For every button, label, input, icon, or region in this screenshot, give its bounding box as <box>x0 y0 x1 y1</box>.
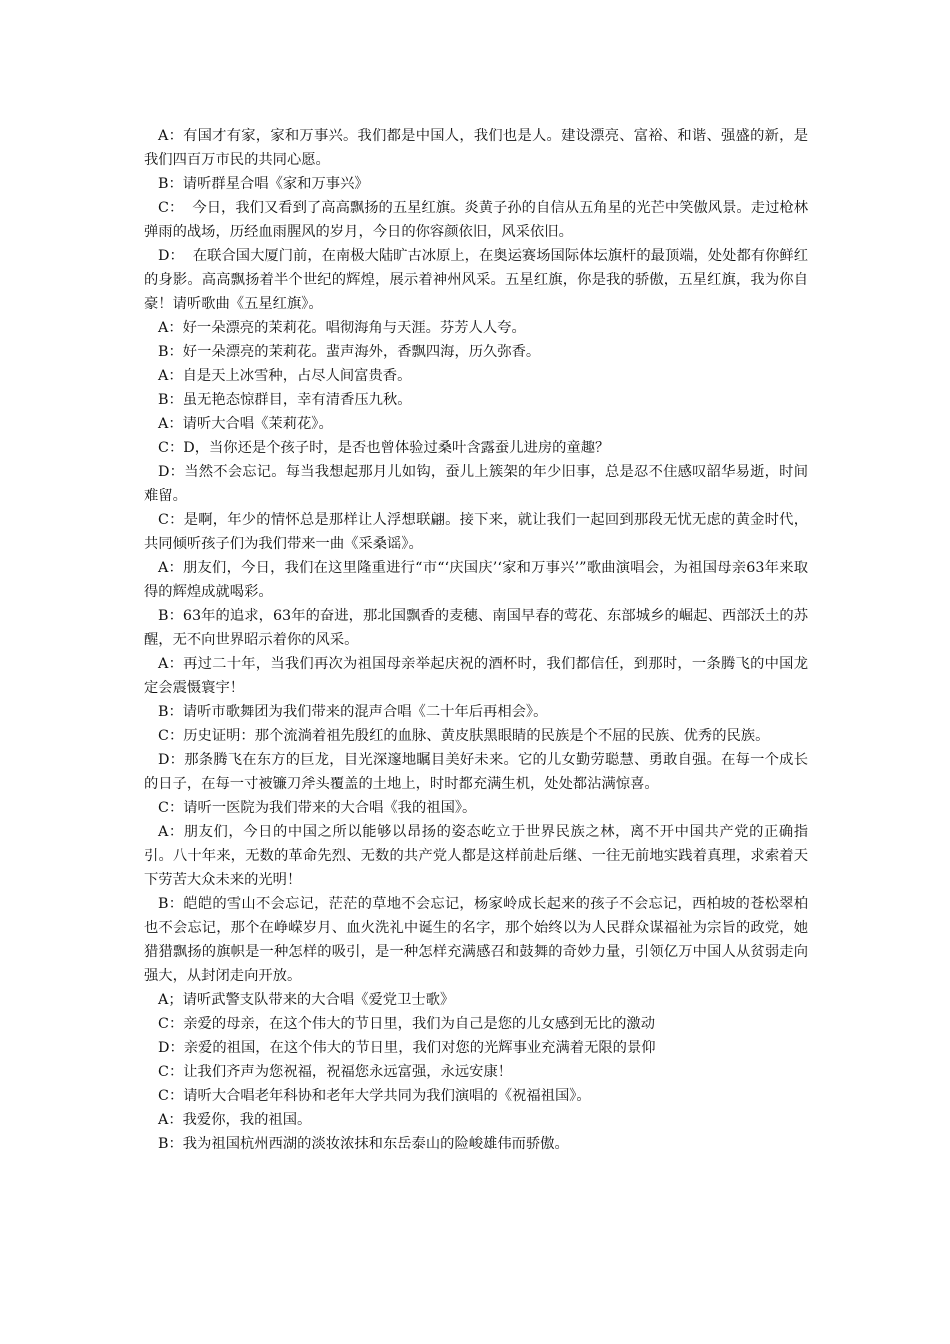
paragraph: A：有国才有家，家和万事兴。我们都是中国人，我们也是人。建设漂亮、富裕、和谐、强盛的新，是我们四百万市民的共同心愿。 <box>144 128 808 168</box>
paragraph: C： 今日，我们又看到了高高飘扬的五星红旗。炎黄子孙的自信从五角星的光芒中笑傲风景。走过枪林弹雨的战场，历经血雨腥风的岁月，今日的你容颜依旧，风采依旧。 <box>144 200 808 240</box>
paragraph: B：好一朵漂亮的茉莉花。蜚声海外，香飘四海，历久弥香。 <box>158 344 541 360</box>
paragraph: A：好一朵漂亮的茉莉花。唱彻海角与天涯。芬芳人人夸。 <box>158 320 526 336</box>
paragraph: C：是啊，年少的情怀总是那样让人浮想联翩。接下来，就让我们一起回到那段无忧无虑的黄金时代，共同倾听孩子们为我们带来一曲《采桑谣》。 <box>144 512 808 552</box>
document-page <box>144 124 808 1156</box>
paragraph: B：请听市歌舞团为我们带来的混声合唱《二十年后再相会》。 <box>158 704 548 720</box>
paragraph: D： 在联合国大厦门前，在南极大陆旷古冰原上，在奥运赛场国际体坛旗杆的最顶端，处处都有你鲜红的身影。高高飘扬着半个世纪的辉煌，展示着神州风采。五星红旗，你是我的骄傲，五星红旗，我为你自豪！请听歌曲《五星红旗》。 <box>144 248 808 312</box>
paragraph: D：亲爱的祖国，在这个伟大的节日里，我们对您的光辉事业充满着无限的景仰 <box>158 1040 656 1056</box>
paragraph: C：请听一医院为我们带来的大合唱《我的祖国》。 <box>158 800 477 816</box>
paragraph: C：历史证明：那个流淌着祖先殷红的血脉、黄皮肤黑眼睛的民族是个不屈的民族、优秀的民族。 <box>158 728 770 744</box>
paragraph: A：自是天上冰雪种，占尽人间富贵香。 <box>158 368 412 384</box>
paragraph: A：请听大合唱《茉莉花》。 <box>158 416 333 432</box>
paragraph: B：皑皑的雪山不会忘记，茫茫的草地不会忘记，杨家岭成长起来的孩子不会忘记，西柏坡的苍松翠柏也不会忘记，那个在峥嵘岁月、血火洗礼中诞生的名字，那个始终以为人民群众谋福祉为宗旨的政党，她猎猎飘扬的旗帜是一种怎样的吸引，是一种怎样充满感召和鼓舞的奇妙力量，引领亿万中国人从贫弱走向强大，从封闭走向开放。 <box>144 896 808 984</box>
paragraph: A；请听武警支队带来的大合唱《爱党卫士歌》 <box>158 992 455 1008</box>
paragraph: C：亲爱的母亲，在这个伟大的节日里，我们为自己是您的儿女感到无比的激动 <box>158 1016 656 1032</box>
paragraph: C：D，当你还是个孩子时，是否也曾体验过桑叶含露蚕儿进房的童趣？ <box>158 440 610 456</box>
paragraph: C：让我们齐声为您祝福，祝福您永远富强，永远安康！ <box>158 1064 513 1080</box>
paragraph: C：请听大合唱老年科协和老年大学共同为我们演唱的《祝福祖国》。 <box>158 1088 591 1104</box>
paragraph: D：那条腾飞在东方的巨龙，目光深邃地瞩目美好未来。它的儿女勤劳聪慧、勇敢自强。在每一个成长的日子，在每一寸被镰刀斧头覆盖的土地上，时时都充满生机，处处都沾满惊喜。 <box>144 752 808 792</box>
paragraph: A：朋友们，今日的中国之所以能够以昂扬的姿态屹立于世界民族之林，离不开中国共产党的正确指引。八十年来，无数的革命先烈、无数的共产党人都是这样前赴后继、一往无前地实践着真理，求索着天下劳苦大众未来的光明！ <box>144 824 808 888</box>
paragraph: B：我为祖国杭州西湖的淡妆浓抹和东岳泰山的险峻雄伟而骄傲。 <box>158 1136 569 1152</box>
paragraph: B：63年的追求，63年的奋进，那北国飘香的麦穗、南国早春的莺花、东部城乡的崛起、西部沃土的苏醒，无不向世界昭示着你的风采。 <box>144 608 808 648</box>
paragraph: B：请听群星合唱《家和万事兴》 <box>158 176 369 192</box>
paragraph: D：当然不会忘记。每当我想起那月儿如钩，蚕儿上簇架的年少旧事，总是忍不住感叹韶华易逝，时间难留。 <box>144 464 808 504</box>
paragraph: A：朋友们，今日，我们在这里隆重进行“市“‘庆国庆’‘家和万事兴’”歌曲演唱会，为祖国母亲63年来取得的辉煌成就喝彩。 <box>144 560 808 600</box>
paragraph: A：再过二十年，当我们再次为祖国母亲举起庆祝的酒杯时，我们都信任，到那时，一条腾飞的中国龙定会震慑寰宇！ <box>144 656 808 696</box>
paragraph: A：我爱你，我的祖国。 <box>158 1112 312 1128</box>
paragraph: B：虽无艳态惊群目，幸有清香压九秋。 <box>158 392 412 408</box>
